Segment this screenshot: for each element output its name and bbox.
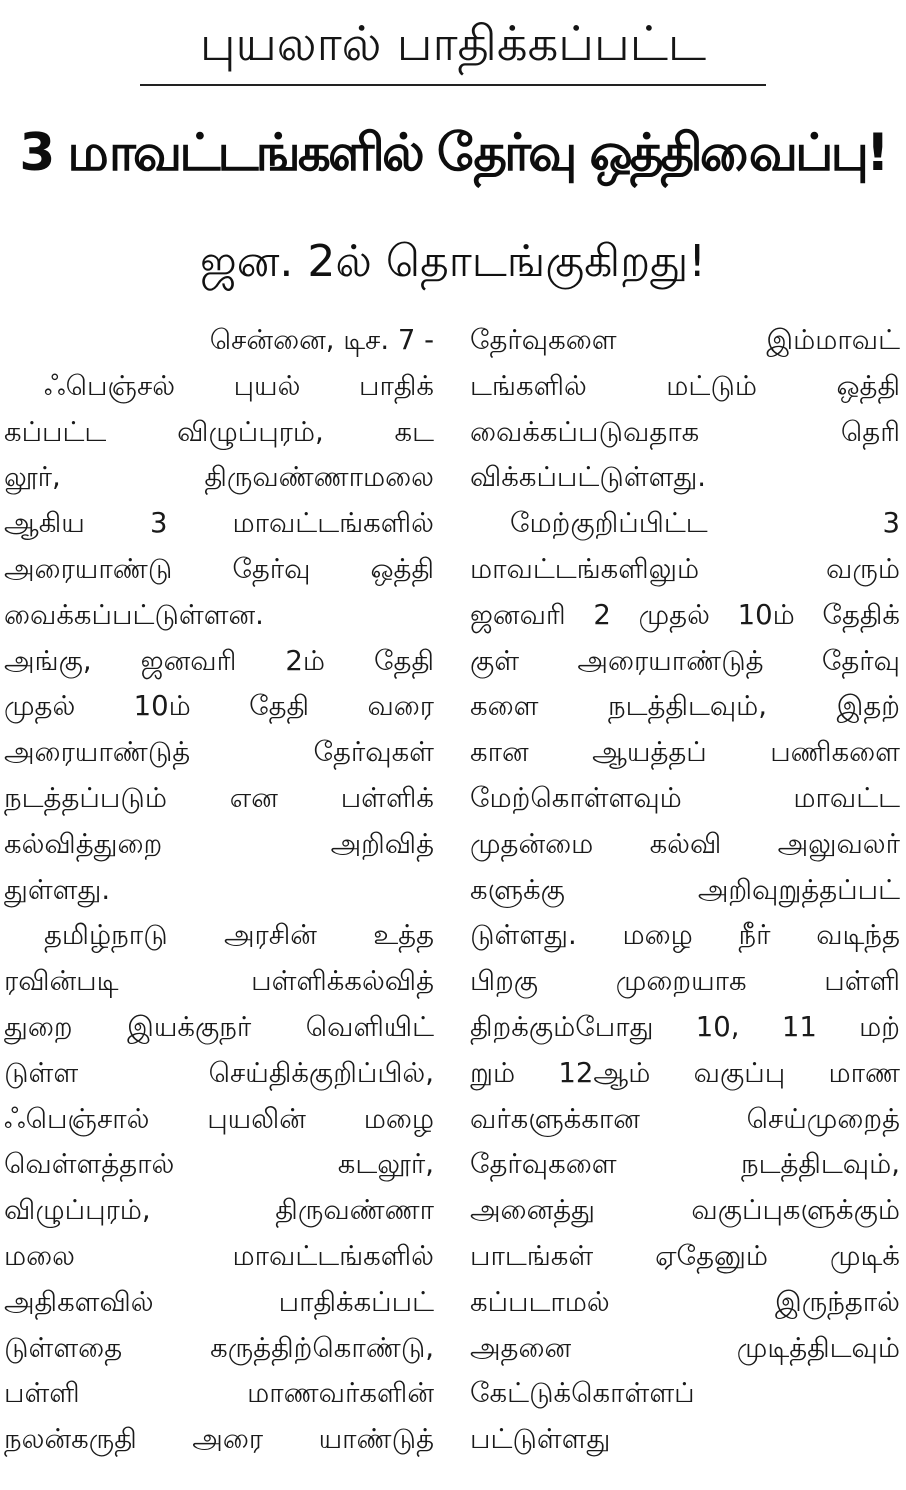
text-line: துள்ளது.	[4, 873, 111, 906]
text-line: சென்னை, டிச. 7 -	[209, 324, 434, 356]
text-line: விக்கப்பட்டுள்ளது.	[470, 461, 707, 494]
text-line: கான ஆயத்தப் பணிகளை	[470, 736, 900, 769]
text-line: அதனை முடித்திடவும்	[470, 1331, 900, 1364]
text-line: முதல் 10ம் தேதி வரை	[4, 690, 434, 723]
text-line: துறை இயக்குநர் வெளியிட்	[4, 1010, 434, 1043]
text-line: டுள்ளது. மழை நீர் வடிந்த	[470, 919, 900, 952]
text-line: கேட்டுக்கொள்ளப்	[470, 1377, 695, 1410]
text-line: குள் அரையாண்டுத் தேர்வு	[470, 644, 900, 677]
text-line: ஜனவரி 2 முதல் 10ம் தேதிக்	[470, 598, 900, 631]
text-line: லூர், திருவண்ணாமலை	[4, 461, 434, 494]
text-line: விழுப்புரம், திருவண்ணா	[4, 1194, 434, 1227]
text-line: வர்களுக்கான செய்முறைத்	[470, 1102, 900, 1135]
text-line: வெள்ளத்தால் கடலூர்,	[4, 1148, 434, 1181]
text-line: மலை மாவட்டங்களில்	[4, 1239, 434, 1272]
article-subhead: ஜன. 2ல் தொடங்குகிறது!	[200, 236, 706, 287]
text-line: திறக்கும்போது 10, 11 மற்	[470, 1010, 900, 1043]
article-kicker: புயலால் பாதிக்கப்பட்ட	[199, 16, 707, 72]
text-line: வைக்கப்பட்டுள்ளன.	[4, 598, 264, 631]
article-column-right	[470, 318, 900, 1463]
text-line: தமிழ்நாடு அரசின் உத்த	[44, 919, 434, 952]
text-line: முதன்மை கல்வி அலுவலர்	[470, 827, 900, 860]
text-line: கப்படாமல் இருந்தால்	[470, 1285, 900, 1318]
text-line: ரவின்படி பள்ளிக்கல்வித்	[4, 965, 434, 998]
text-line: டுள்ளதை கருத்திற்கொண்டு,	[4, 1331, 434, 1364]
text-line: பள்ளி மாணவர்களின்	[4, 1377, 434, 1410]
text-line: கப்பட்ட விழுப்புரம், கட	[4, 415, 434, 448]
text-line: பாடங்கள் ஏதேனும் முடிக்	[470, 1239, 900, 1272]
text-line: மேற்குறிப்பிட்ட 3	[510, 507, 900, 540]
article-headline: 3 மாவட்டங்களில் தேர்வு ஒத்திவைப்பு!	[19, 123, 887, 183]
text-line: அரையாண்டுத் தேர்வுகள்	[4, 736, 434, 769]
text-line: றும் 12ஆம் வகுப்பு மாண	[470, 1056, 900, 1089]
text-line: நடத்தப்படும் என பள்ளிக்	[4, 781, 434, 814]
text-line: பிறகு முறையாக பள்ளி	[470, 965, 900, 998]
text-line: ஃபெஞ்சல் புயல் பாதிக்	[44, 369, 434, 402]
text-line: ஃபெஞ்சால் புயலின் மழை	[4, 1102, 434, 1135]
text-line: அனைத்து வகுப்புகளுக்கும்	[470, 1194, 900, 1227]
text-line: கல்வித்துறை அறிவித்	[4, 827, 434, 860]
article-column-left	[4, 318, 434, 1463]
text-line: பட்டுள்ளது	[470, 1423, 611, 1456]
text-line: மேற்கொள்ளவும் மாவட்ட	[470, 781, 900, 814]
kicker-rule	[140, 84, 766, 86]
text-line: அங்கு, ஜனவரி 2ம் தேதி	[4, 644, 434, 677]
text-line: களை நடத்திடவும், இதற்	[470, 690, 900, 723]
text-line: நலன்கருதி அரை யாண்டுத்	[4, 1423, 434, 1456]
text-line: அதிகளவில் பாதிக்கப்பட்	[4, 1285, 434, 1318]
text-line: களுக்கு அறிவுறுத்தப்பட்	[470, 873, 900, 906]
text-line: அரையாண்டு தேர்வு ஒத்தி	[4, 552, 434, 585]
text-line: டங்களில் மட்டும் ஒத்தி	[470, 369, 900, 402]
text-line: மாவட்டங்களிலும் வரும்	[470, 552, 900, 585]
text-line: தேர்வுகளை நடத்திடவும்,	[470, 1148, 900, 1181]
text-line: ஆகிய 3 மாவட்டங்களில்	[4, 507, 434, 540]
text-line: தேர்வுகளை இம்மாவட்	[470, 324, 900, 356]
text-line: டுள்ள செய்திக்குறிப்பில்,	[4, 1056, 434, 1089]
text-line: வைக்கப்படுவதாக தெரி	[470, 415, 900, 448]
